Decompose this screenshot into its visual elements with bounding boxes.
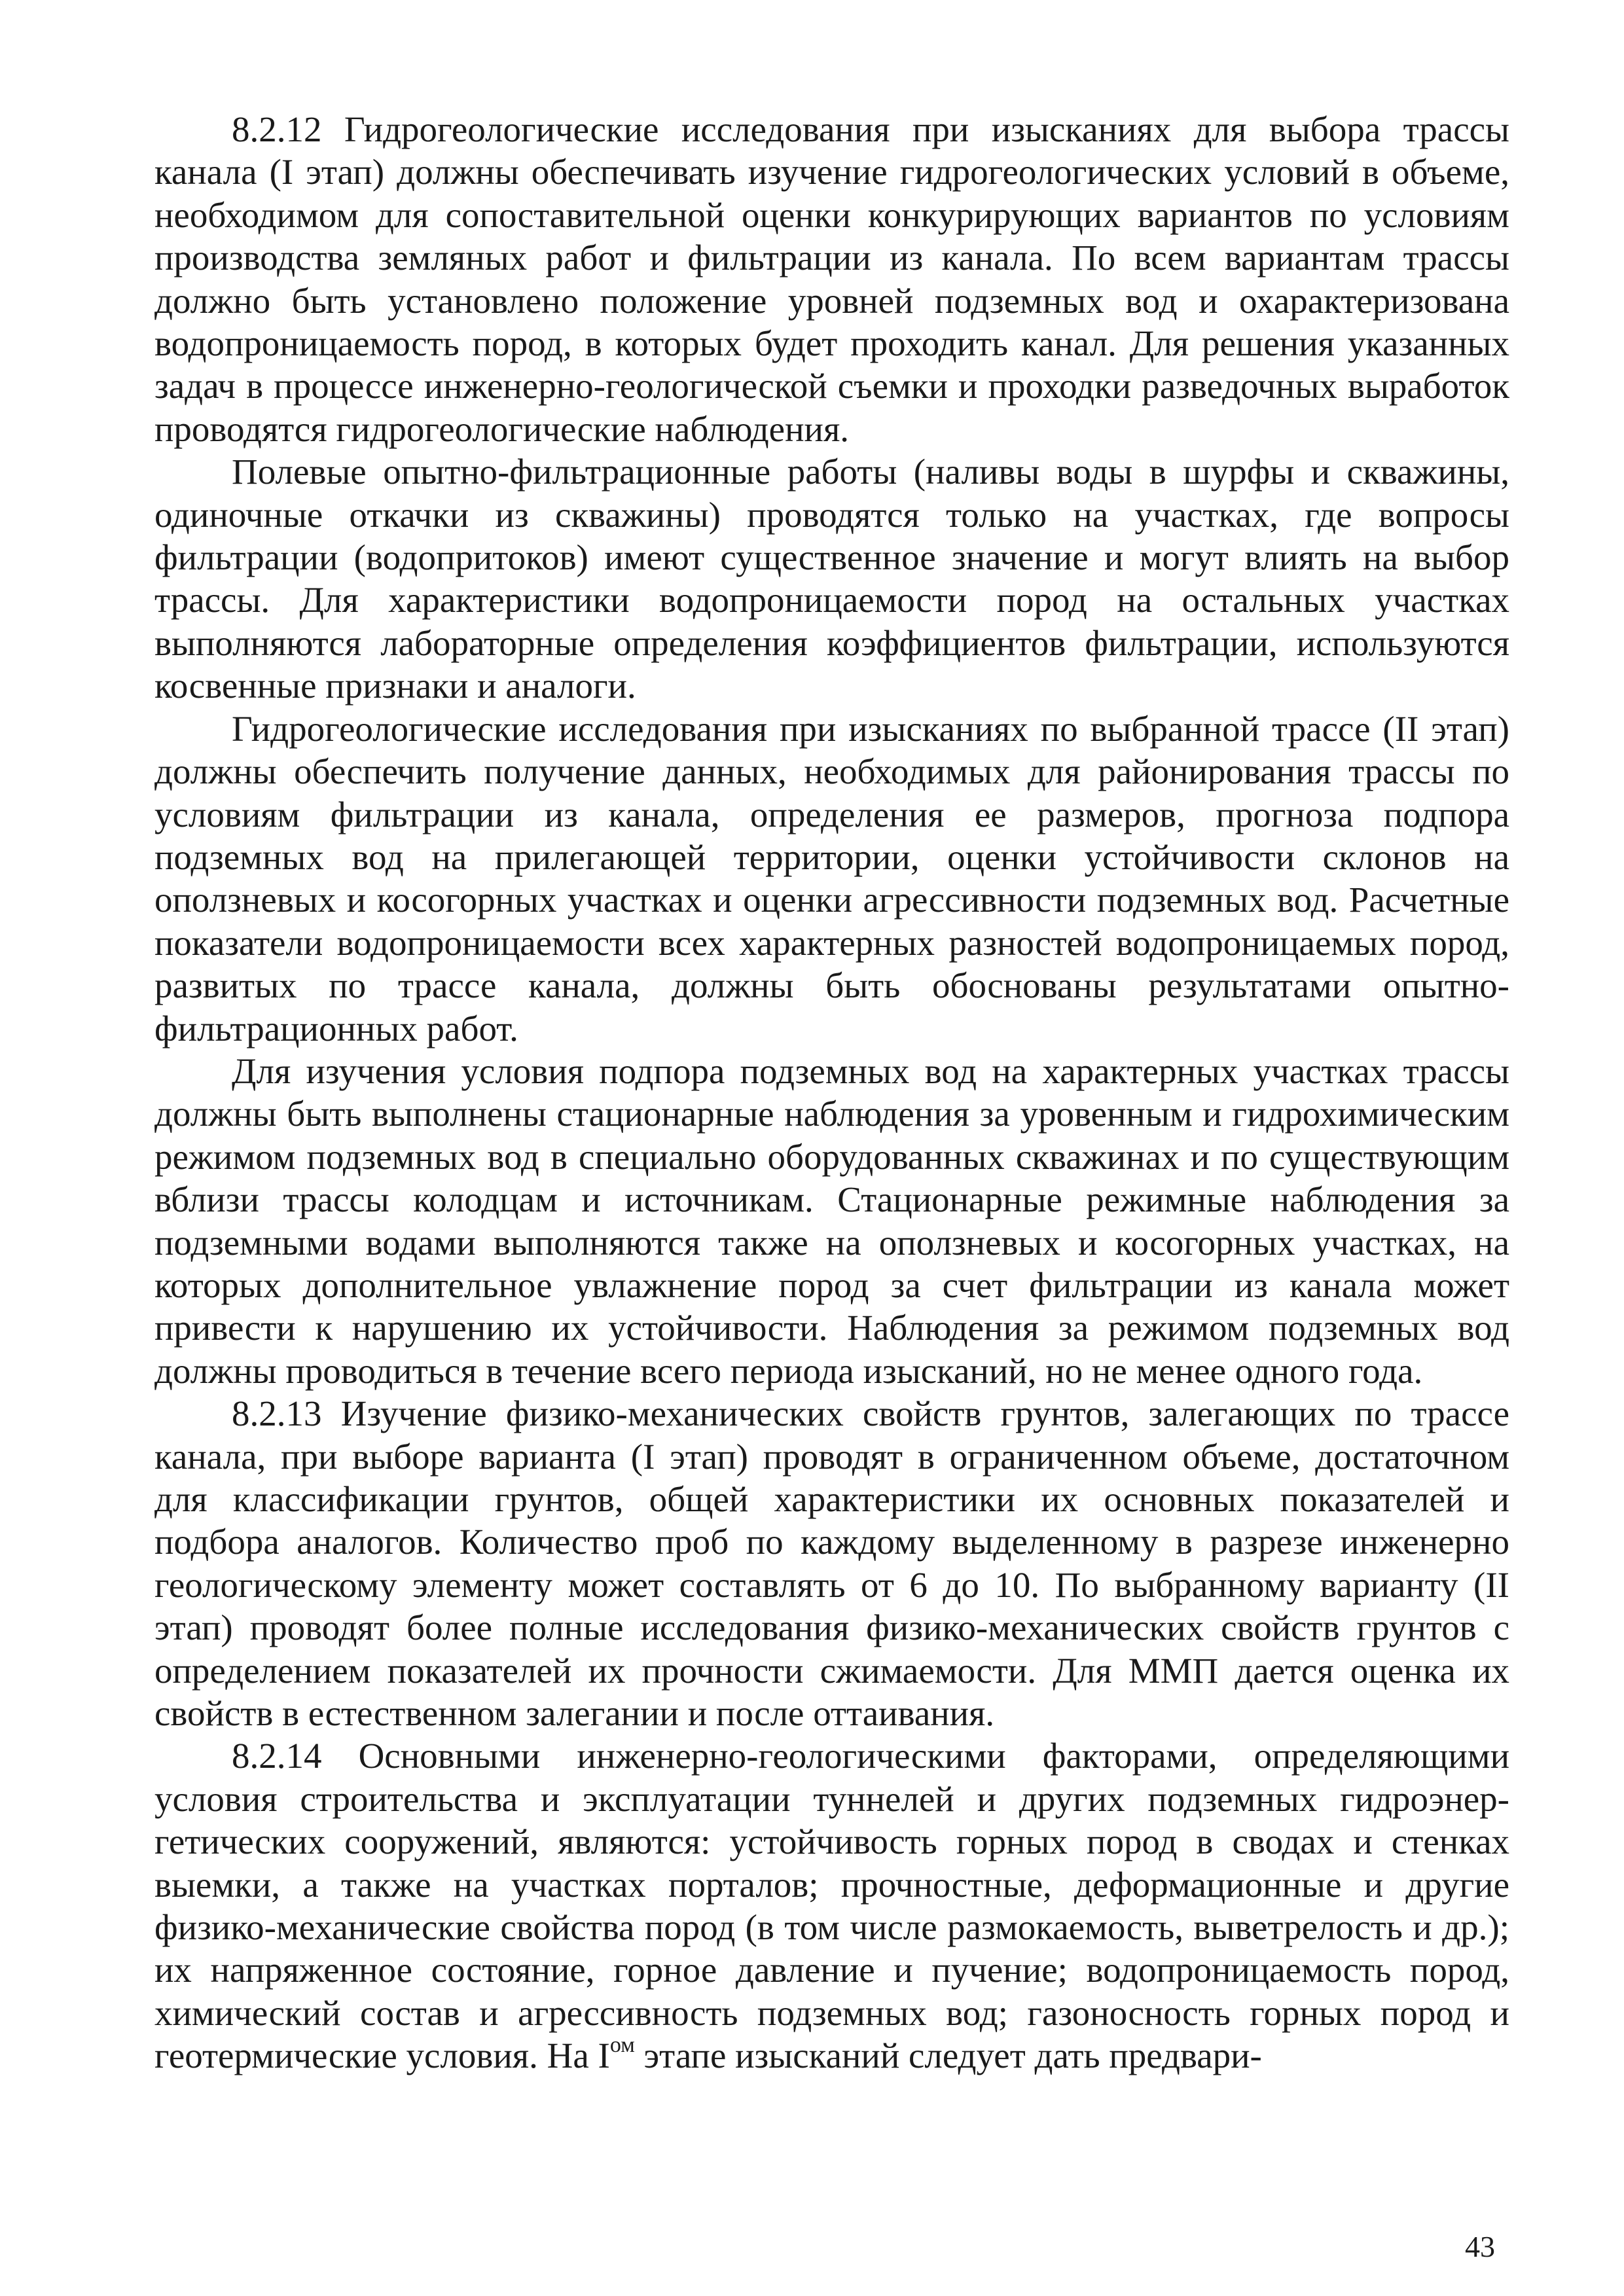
paragraph-8-2-14 — [154, 1734, 1509, 2077]
paragraph-8-2-14-text: 8.2.14 Основными инженерно-геологическими факторами, определяющими условия строительства и эксплуатации туннелей и других подземных гидроэнергетических сооружений, являются: устойчивость горных пород в сводах и стенках выемки, а также на участках порталов; прочностные, деформационные и другие физико-механические свойства пород (в том числе размокаемость, выветрелость и др.); их напряженное состояние, горное давление и пучение; водопроницаемость пород, химический состав и агрессивность подземных вод; газоносность горных пород и геотермические условия. На I — [154, 1736, 1509, 2076]
paragraph-groundwater-regime: Для изучения условия подпора подземных вод на характерных участках трассы должны быть выполнены стационарные наблюдения за уровенным и гидрохимическим режимом подземных вод в специально оборудованных скважинах и по существующим вблизи трассы колодцам и источникам. Стационарные режимные наблюдения за подземными водами выполняются также на оползневых и косогорных участках, на которых дополнительное увлажнение пород за счет фильтрации из канала может привести к нарушению их устойчивости. Наблюдения за режимом подземных вод должны проводиться в течение всего периода изысканий, но не менее одного года. — [154, 1050, 1509, 1391]
page-number: 43 — [1465, 2230, 1495, 2263]
paragraph-field-filtration-works: Полевые опытно-фильтрационные работы (наливы воды в шурфы и скважины, одиночные откачки из скважины) проводятся только на участках, где вопросы фильтрации (водопритоков) имеют существенное значение и могут влиять на выбор трассы. Для характеристики водопроницаемости пород на остальных участках выполняются лабораторные определения коэффициентов фильтрации, используются косвенные признаки и аналоги. — [154, 452, 1509, 706]
document-page — [154, 108, 1509, 2077]
paragraph-stage-ii-hydrogeology: Гидрогеологические исследования при изысканиях по выбранной трассе (II этап) должны обеспечить получение данных, необходимых для районирования трассы по условиям фильтрации из канала, определения ее размеров, прогноза подпора подземных вод на прилегающей территории, оценки устойчивости склонов на оползневых и косогорных участках и оценки агрессивности подземных вод. Расчетные показатели водопроницаемости всех характерных разностей водопроницаемых пород, развитых по трассе канала, должны быть обоснованы результатами опытно-фильтрационных работ. — [154, 708, 1509, 1049]
paragraph-8-2-12: 8.2.12 Гидрогеологические исследования при изысканиях для выбора трассы канала (I этап) должны обеспечивать изучение гидрогеологических условий в объеме, необходимом для сопоставительной оценки конкурирующих вариантов по условиям производства земляных работ и фильтрации из канала. По всем вариантам трассы должно быть установлено положение уровней подземных вод и охарактеризована водопроницаемость пород, в которых будет проходить канал. Для решения указанных задач в процессе инженерно-геологической съемки и проходки разведочных выработок проводятся гидрогеологические наблюдения. — [154, 109, 1509, 449]
paragraph-8-2-13: 8.2.13 Изучение физико-механических свойств грунтов, залегающих по трассе канала, при выборе варианта (I этап) проводят в ограниченном объеме, достаточном для классификации грунтов, общей характеристики их основных показателей и подбора аналогов. Количество проб по каждому выделенному в разрезе инженерно геологическому элементу может составлять от 6 до 10. По выбранному варианту (II этап) проводят более полные исследования физико-механических свойств грунтов с определением показателей их прочности сжимаемости. Для ММП дается оценка их свойств в естественном залегании и после оттаивания. — [154, 1393, 1509, 1734]
ordinal-superscript: ом — [609, 2033, 635, 2058]
paragraph-8-2-14-continuation: этапе изысканий следует дать предвари- — [634, 2036, 1262, 2076]
